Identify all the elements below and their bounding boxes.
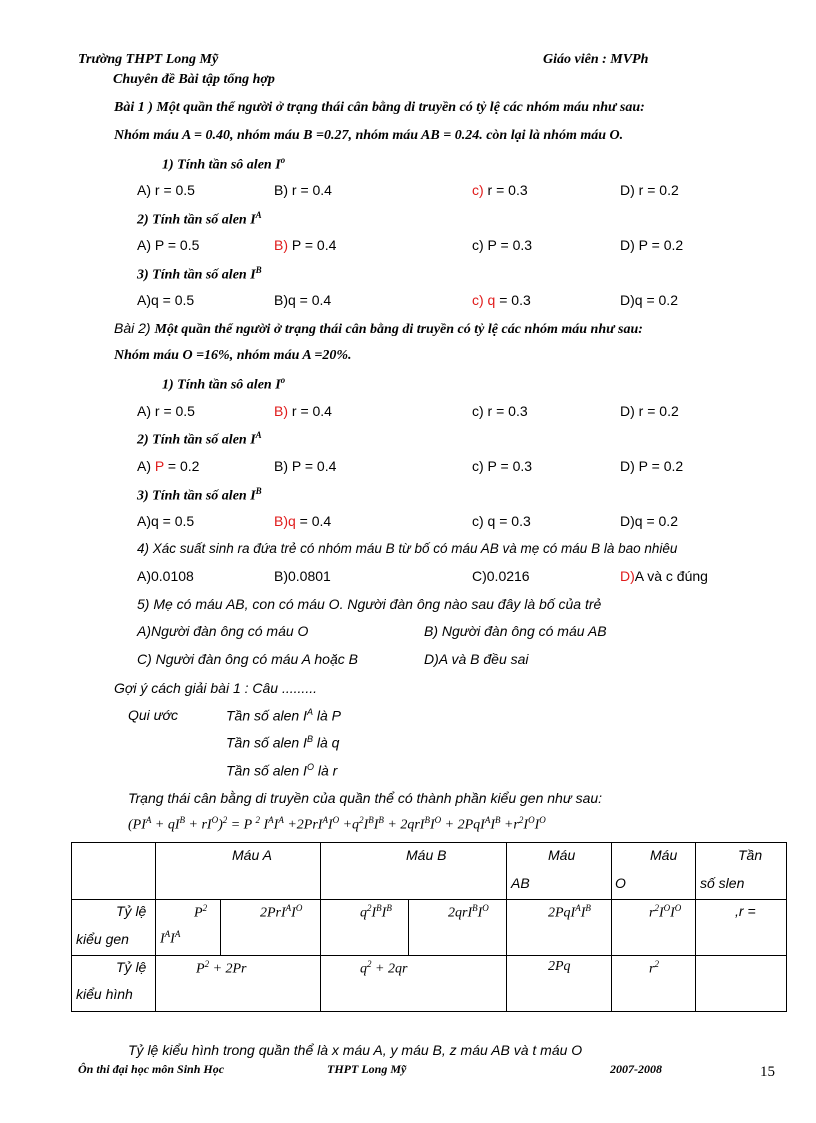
bai2-q4-opt-c: C)0.0216 [472, 568, 530, 584]
bai2-q1-opt-b: B) r = 0.4 [274, 403, 332, 419]
bai1-line2: Nhóm máu A = 0.40, nhóm máu B =0.27, nhóm máu AB = 0.24. còn lại là nhóm máu O. [114, 128, 624, 143]
bai2-q1: 1) Tính tần sô alen $I^o$ [162, 375, 286, 393]
bai2-q2: 2) Tính tần số alen $I^A$ [137, 430, 262, 448]
cell-freq: ,r = [735, 903, 756, 919]
cell-p2-genotype: $I^AI^A$ [160, 929, 181, 947]
bai1-q1-opt-a: A) r = 0.5 [137, 182, 195, 198]
bai2-q3-opt-a: A)q = 0.5 [137, 513, 195, 529]
row-kieu-gen-label-2: kiểu gen [76, 931, 129, 947]
bai2-q3-opt-b: B)q = 0.4 [274, 513, 332, 529]
bai1-q1-opt-d: D) r = 0.2 [620, 182, 679, 198]
topic-title: Chuyên đề Bài tập tổng hợp [113, 72, 275, 87]
bai1-q2-opt-c: c) P = 0.3 [472, 237, 533, 253]
bai1-q1-opt-b: B) r = 0.4 [274, 182, 332, 198]
col-mau-ab-line1: Máu [548, 847, 576, 863]
bai1-q3-opt-a: A)q = 0.5 [137, 292, 195, 308]
convention-1: Tần số alen $I^A$ là P [226, 707, 341, 724]
bai2-line2: Nhóm máu O =16%, nhóm máu A =20%. [114, 348, 352, 363]
convention-2: Tần số alen $I^B$ là q [226, 734, 340, 751]
bai1-q2-opt-d: D) P = 0.2 [620, 237, 684, 253]
cell-phenotype-a: $P^2 + 2Pr$ [196, 959, 247, 977]
footer-right: 2007-2008 [610, 1062, 662, 1076]
teacher-name: Giáo viên : MVPh [543, 52, 649, 67]
genotype-table [71, 842, 787, 1012]
bai1-q1: 1) Tính tần sô alen $I^o$ [162, 155, 286, 173]
bai2-q4: 4) Xác suất sinh ra đứa trẻ có nhóm máu B từ bố có máu AB và mẹ có máu B là bao nhiêu [137, 541, 678, 556]
guide-title: Gợi ý cách giải bài 1 : Câu ......... [114, 680, 317, 696]
col-mau-o-line2: O [615, 875, 626, 891]
footer-left: Ôn thi đại học môn Sinh Học [78, 1062, 225, 1076]
school-name: Trường THPT Long Mỹ [78, 52, 219, 67]
col-mau-b: Máu B [406, 847, 447, 863]
equilibrium-statement: Trạng thái cân bằng di truyền của quần thể có thành phần kiểu gen như sau: [128, 790, 603, 806]
page-number: 15 [760, 1064, 775, 1080]
bai2-q2-opt-a: A) P = 0.2 [137, 458, 200, 474]
bai2-q5-opt-a: A)Người đàn ông có máu O [137, 623, 309, 639]
row-kieu-hinh-label-2: kiểu hình [76, 986, 133, 1002]
convention-3: Tần số alen $I^O$ là r [226, 762, 338, 779]
cell-q2: $q^2I^BI^B$ [360, 903, 392, 921]
bai1-q1-opt-c: c) r = 0.3 [472, 182, 528, 198]
cell-2pq: $2PqI^AI^B$ [548, 903, 591, 921]
bai2-q2-opt-b: B) P = 0.4 [274, 458, 337, 474]
bai2-q4-opt-d: D)A và c đúng [620, 568, 708, 584]
phenotype-summary: Tỷ lệ kiểu hình trong quần thể là x máu A, y máu B, z máu AB và t máu O [128, 1042, 583, 1058]
footer-middle: THPT Long Mỹ [327, 1062, 407, 1076]
bai2-q4-opt-a: A)0.0108 [137, 568, 194, 584]
cell-phenotype-b: $q^2 + 2qr$ [360, 959, 408, 977]
bai2-q3-opt-d: D)q = 0.2 [620, 513, 678, 529]
bai2-q2-opt-d: D) P = 0.2 [620, 458, 684, 474]
bai2-q1-opt-d: D) r = 0.2 [620, 403, 679, 419]
col-tan-so-line2: số slen [700, 875, 745, 891]
cell-r2: $r^2I^OI^O$ [649, 903, 682, 921]
cell-phenotype-o: $r^2$ [649, 959, 659, 977]
bai2-q3: 3) Tính tần số alen $I^B$ [137, 486, 262, 504]
bai2-q2-opt-c: c) P = 0.3 [472, 458, 533, 474]
cell-p2: $P^2$ [194, 903, 208, 921]
bai2-q1-opt-a: A) r = 0.5 [137, 403, 195, 419]
bai1-q3: 3) Tính tần số alen $I^B$ [137, 265, 262, 283]
col-mau-ab-line2: AB [511, 875, 530, 891]
col-mau-a: Máu A [232, 847, 272, 863]
row-kieu-hinh-label-1: Tỷ lệ [116, 959, 147, 975]
cell-2qr: $2qrI^BI^O$ [448, 903, 489, 921]
row-kieu-gen-label-1: Tỷ lệ [116, 903, 147, 919]
bai2-q5: 5) Mẹ có máu AB, con có máu O. Người đàn ông nào sau đây là bố của trẻ [137, 596, 602, 612]
bai2-q5-opt-c: C) Người đàn ông có máu A hoặc B [137, 651, 358, 667]
bai2-q3-opt-c: c) q = 0.3 [472, 513, 531, 529]
bai1-q3-opt-d: D)q = 0.2 [620, 292, 678, 308]
convention-label: Qui ước [128, 707, 179, 723]
bai1-q2: 2) Tính tần số alen $I^A$ [137, 210, 262, 228]
col-mau-o-line1: Máu [650, 847, 678, 863]
cell-2pr: $2PrI^AI^O$ [260, 903, 303, 921]
bai1-q3-opt-b: B)q = 0.4 [274, 292, 332, 308]
bai1-q2-opt-b: B) P = 0.4 [274, 237, 337, 253]
bai1-q3-opt-c: c) q = 0.3 [472, 292, 531, 308]
cell-phenotype-ab: 2Pq [548, 959, 571, 974]
bai2-q5-opt-b: B) Người đàn ông có máu AB [424, 623, 607, 639]
bai2-q4-opt-b: B)0.0801 [274, 568, 331, 584]
bai2-q5-opt-d: D)A và B đều sai [424, 651, 529, 667]
bai2-q1-opt-c: c) r = 0.3 [472, 403, 528, 419]
bai2-line1: Bài 2) Một quần thể người ở trạng thái cân bằng di truyền có tỷ lệ các nhóm máu như sau: [114, 320, 643, 337]
bai1-line1: Bài 1 ) Một quần thể người ở trạng thái cân bằng di truyền có tỷ lệ các nhóm máu như sau: [114, 100, 645, 115]
hardy-weinberg-formula: $(PI^A + qI^B + rI^O)^2 = P$ $^2$ $I^AI^A +2PrI^AI^O +q^2I^BI^B + 2qrI^BI^O + 2PqI^AI^B +r^2I^OI^O$ [128, 815, 546, 833]
bai1-q2-opt-a: A) P = 0.5 [137, 237, 200, 253]
col-tan-so-line1: Tần [738, 847, 763, 863]
